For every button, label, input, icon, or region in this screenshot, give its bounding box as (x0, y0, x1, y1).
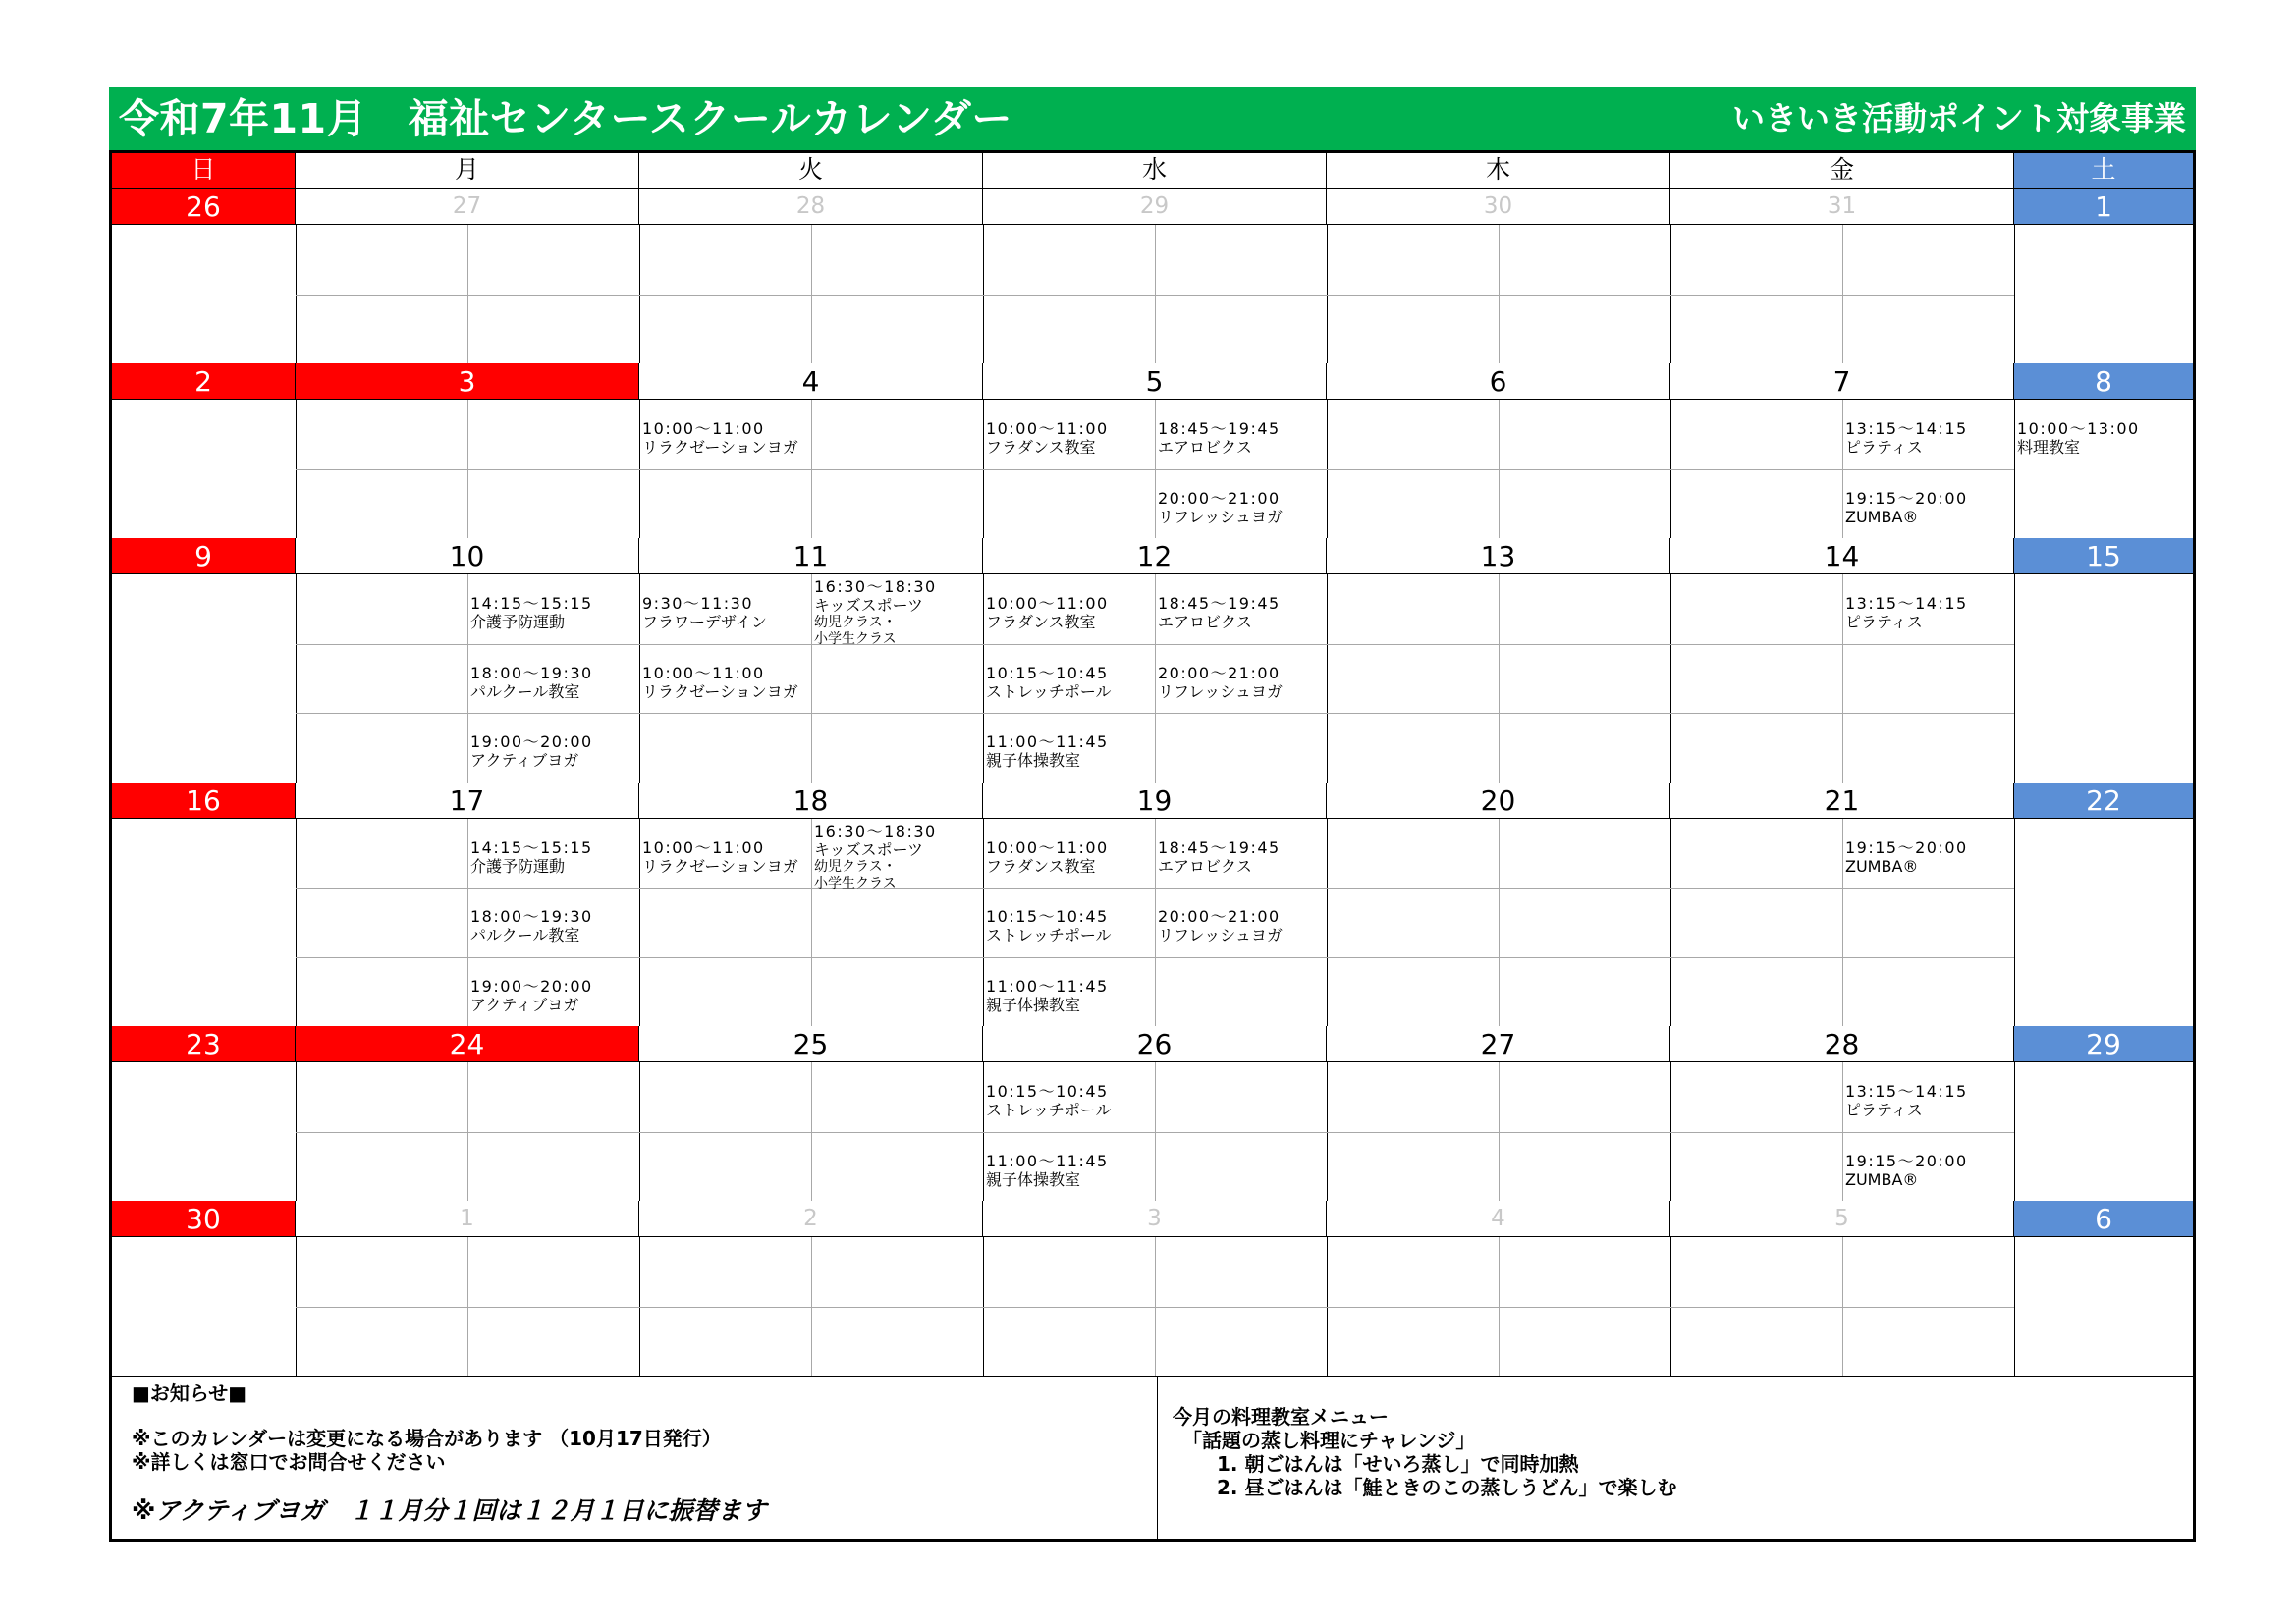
event-time: 14:15～15:15 (470, 838, 593, 857)
date-cell: 26 (983, 1026, 1327, 1062)
event-name: ZUMBA® (1845, 1169, 1919, 1189)
event-time: 10:00～11:00 (642, 419, 765, 438)
week-divider (112, 1376, 2193, 1377)
event-entry (986, 594, 1109, 631)
event-name: 介護予防運動 (470, 856, 566, 876)
slot-divider (296, 1132, 2014, 1133)
event-class-note: 小学生クラス (814, 631, 897, 647)
event-entry (1845, 419, 1968, 457)
event-entry (986, 907, 1112, 945)
weekday-header: 土 (2014, 153, 2193, 189)
date-cell: 28 (1670, 1026, 2014, 1062)
notice-line-emphasis: ※アクティブヨガ １１月分１回は１２月１日に振替ます (132, 1496, 767, 1525)
event-time: 19:00～20:00 (470, 732, 593, 751)
calendar-header (109, 87, 2196, 150)
date-cell: 30 (112, 1201, 296, 1237)
event-entry (986, 1152, 1109, 1189)
event-time: 20:00～21:00 (1158, 488, 1281, 508)
weekday-header: 火 (639, 153, 983, 189)
date-cell: 20 (1327, 783, 1670, 819)
event-name: アクティブヨガ (470, 995, 579, 1014)
event-name: ピラティス (1845, 613, 1923, 631)
event-name: 親子体操教室 (986, 995, 1081, 1014)
notice-divider (1157, 1376, 1158, 1539)
event-name: ピラティス (1845, 1101, 1923, 1119)
half-divider (1499, 819, 1500, 1027)
day-divider (296, 574, 297, 783)
event-name: パルクール教室 (470, 681, 580, 701)
event-time: 18:45～19:45 (1158, 594, 1281, 613)
event-time: 11:00～11:45 (986, 732, 1109, 751)
event-time: 10:00～11:00 (642, 838, 765, 857)
event-entry (642, 594, 767, 631)
date-cell: 6 (2014, 1201, 2193, 1237)
event-name: ZUMBA® (1845, 856, 1919, 876)
calendar-subtitle: いきいき活動ポイント対象事業 (1732, 99, 2186, 137)
event-time: 14:15～15:15 (470, 594, 593, 613)
slot-divider (296, 888, 2014, 889)
date-cell: 7 (1670, 363, 2014, 400)
date-cell: 10 (296, 538, 639, 574)
event-entry (1158, 839, 1281, 876)
date-cell: 29 (983, 189, 1327, 225)
date-cell: 21 (1670, 783, 2014, 819)
event-time: 19:00～20:00 (470, 976, 593, 996)
event-entry (470, 977, 593, 1014)
event-time: 13:15～14:15 (1845, 594, 1968, 613)
calendar-grid (109, 150, 2196, 1542)
event-class-note: 幼児クラス・ (814, 858, 897, 875)
event-entry (1845, 839, 1968, 876)
event-time: 11:00～11:45 (986, 1151, 1109, 1170)
date-cell: 4 (639, 363, 983, 400)
cooking-item: 1. 朝ごはんは「せいろ蒸し」で同時加熱 (1217, 1452, 1579, 1476)
slot-divider (296, 713, 2014, 714)
slot-divider (296, 469, 2014, 470)
event-name: ストレッチポール (986, 681, 1112, 701)
date-cell: 27 (1327, 1026, 1670, 1062)
event-entry (470, 839, 593, 876)
event-entry (1158, 489, 1283, 526)
day-divider (639, 574, 640, 783)
event-name: フラダンス教室 (986, 613, 1096, 631)
weekday-header: 月 (296, 153, 639, 189)
event-entry (1158, 419, 1281, 457)
date-cell: 3 (296, 363, 639, 400)
day-divider (2014, 574, 2015, 783)
event-entry (814, 577, 937, 648)
event-entry (642, 664, 798, 701)
day-divider (2014, 225, 2015, 363)
date-cell: 30 (1327, 189, 1670, 225)
slot-divider (296, 1307, 2014, 1308)
day-divider (1327, 819, 1328, 1027)
date-cell: 12 (983, 538, 1327, 574)
half-divider (467, 574, 468, 783)
date-cell: 9 (112, 538, 296, 574)
event-entry (1845, 594, 1968, 631)
day-divider (639, 819, 640, 1027)
event-name: エアロビクス (1158, 856, 1252, 876)
event-time: 10:00～11:00 (986, 419, 1109, 438)
event-time: 19:15～20:00 (1845, 1151, 1968, 1170)
day-divider (1670, 574, 1671, 783)
event-entry (1845, 1152, 1968, 1189)
cooking-item: 2. 昼ごはんは「鮭ときのこの蒸しうどん」で楽しむ (1217, 1476, 1677, 1499)
event-entry (1845, 1082, 1968, 1119)
event-time: 11:00～11:45 (986, 976, 1109, 996)
calendar-sheet (109, 87, 2196, 1542)
event-name: ZUMBA® (1845, 507, 1919, 526)
event-entry (1158, 907, 1283, 945)
event-time: 10:15～10:45 (986, 907, 1109, 926)
cooking-heading: 今月の料理教室メニュー (1173, 1405, 1389, 1429)
event-name: リフレッシュヨガ (1158, 507, 1283, 526)
date-cell: 23 (112, 1026, 296, 1062)
event-time: 10:15～10:45 (986, 1082, 1109, 1101)
event-time: 20:00～21:00 (1158, 663, 1281, 682)
date-cell: 14 (1670, 538, 2014, 574)
event-name: フラダンス教室 (986, 438, 1096, 457)
event-time: 16:30～18:30 (814, 577, 937, 596)
event-time: 20:00～21:00 (1158, 907, 1281, 926)
weekday-header: 水 (983, 153, 1327, 189)
event-name: リラクゼーションヨガ (642, 856, 798, 876)
event-name: リフレッシュヨガ (1158, 926, 1283, 945)
day-divider (2014, 1237, 2015, 1376)
date-cell: 17 (296, 783, 639, 819)
half-divider (1842, 819, 1843, 1027)
weekday-header: 日 (112, 153, 296, 189)
event-time: 18:45～19:45 (1158, 419, 1281, 438)
half-divider (1499, 574, 1500, 783)
event-name: リラクゼーションヨガ (642, 438, 798, 457)
day-divider (296, 819, 297, 1027)
date-cell: 3 (983, 1201, 1327, 1237)
notice-heading: ■お知らせ■ (132, 1381, 247, 1405)
half-divider (1155, 819, 1156, 1027)
weekday-header: 金 (1670, 153, 2014, 189)
event-name: 親子体操教室 (986, 1169, 1081, 1189)
date-cell: 1 (2014, 189, 2193, 225)
event-name: 親子体操教室 (986, 751, 1081, 770)
event-entry (986, 977, 1109, 1014)
event-time: 16:30～18:30 (814, 821, 937, 840)
date-cell: 18 (639, 783, 983, 819)
day-divider (2014, 400, 2015, 538)
slot-divider (296, 295, 2014, 296)
event-name: アクティブヨガ (470, 751, 579, 770)
date-cell: 8 (2014, 363, 2193, 400)
date-cell: 6 (1327, 363, 1670, 400)
event-name: フラダンス教室 (986, 856, 1096, 876)
event-time: 10:00～11:00 (986, 838, 1109, 857)
event-entry (1158, 594, 1281, 631)
event-name: パルクール教室 (470, 926, 580, 945)
event-time: 18:00～19:30 (470, 663, 593, 682)
event-entry (642, 839, 798, 876)
event-entry (470, 664, 593, 701)
event-time: 19:15～20:00 (1845, 488, 1968, 508)
half-divider (811, 819, 812, 1027)
event-entry (986, 419, 1109, 457)
half-divider (467, 819, 468, 1027)
event-entry (642, 419, 798, 457)
date-cell: 1 (296, 1201, 639, 1237)
event-name: キッズスポーツ (814, 839, 924, 859)
event-name: エアロビクス (1158, 613, 1252, 631)
event-name: ピラティス (1845, 438, 1923, 457)
date-cell: 27 (296, 189, 639, 225)
event-time: 13:15～14:15 (1845, 1082, 1968, 1101)
half-divider (811, 574, 812, 783)
date-cell: 22 (2014, 783, 2193, 819)
date-cell: 25 (639, 1026, 983, 1062)
event-entry (1845, 489, 1968, 526)
day-divider (1327, 574, 1328, 783)
event-name: リフレッシュヨガ (1158, 681, 1283, 701)
date-cell: 15 (2014, 538, 2193, 574)
notice-line: ※このカレンダーは変更になる場合があります （10月17日発行） (132, 1427, 722, 1450)
date-cell: 31 (1670, 189, 2014, 225)
event-time: 19:15～20:00 (1845, 838, 1968, 857)
event-entry (470, 732, 593, 770)
date-cell: 24 (296, 1026, 639, 1062)
calendar-title: 令和7年11月 福祉センタースクールカレンダー (119, 95, 1012, 142)
date-cell: 2 (639, 1201, 983, 1237)
event-time: 18:00～19:30 (470, 907, 593, 926)
event-time: 9:30～11:30 (642, 594, 754, 613)
half-divider (1842, 574, 1843, 783)
date-cell: 19 (983, 783, 1327, 819)
date-cell: 28 (639, 189, 983, 225)
date-cell: 5 (1670, 1201, 2014, 1237)
event-time: 10:00～11:00 (642, 663, 765, 682)
date-cell: 16 (112, 783, 296, 819)
event-time: 10:15～10:45 (986, 663, 1109, 682)
event-entry (814, 822, 937, 893)
event-name: ストレッチポール (986, 926, 1112, 945)
date-cell: 26 (112, 189, 296, 225)
half-divider (1155, 574, 1156, 783)
date-cell: 4 (1327, 1201, 1670, 1237)
event-entry (1158, 664, 1283, 701)
event-name: キッズスポーツ (814, 596, 924, 615)
notice-line: ※詳しくは窓口でお問合せください (132, 1450, 446, 1474)
date-cell: 11 (639, 538, 983, 574)
event-entry (470, 594, 593, 631)
event-entry (986, 839, 1109, 876)
weekday-header: 木 (1327, 153, 1670, 189)
day-divider (983, 819, 984, 1027)
cooking-theme: 「話題の蒸し料理にチャレンジ」 (1182, 1429, 1476, 1452)
date-cell: 13 (1327, 538, 1670, 574)
event-time: 18:45～19:45 (1158, 838, 1281, 857)
slot-divider (296, 957, 2014, 958)
event-time: 10:00～13:00 (2017, 419, 2140, 438)
day-divider (2014, 819, 2015, 1027)
event-name: フラワーデザイン (642, 613, 767, 631)
event-name: リラクゼーションヨガ (642, 681, 798, 701)
event-name: ストレッチポール (986, 1101, 1112, 1119)
event-entry (2017, 419, 2140, 457)
event-entry (986, 1082, 1112, 1119)
event-name: 料理教室 (2017, 438, 2081, 457)
event-name: エアロビクス (1158, 438, 1252, 457)
event-entry (470, 907, 593, 945)
date-cell: 29 (2014, 1026, 2193, 1062)
date-cell: 2 (112, 363, 296, 400)
day-divider (2014, 1062, 2015, 1201)
event-time: 10:00～11:00 (986, 594, 1109, 613)
slot-divider (296, 644, 2014, 645)
day-divider (1670, 819, 1671, 1027)
day-divider (983, 574, 984, 783)
event-time: 13:15～14:15 (1845, 419, 1968, 438)
date-cell: 5 (983, 363, 1327, 400)
event-name: 介護予防運動 (470, 613, 566, 631)
event-class-note: 小学生クラス (814, 875, 897, 892)
event-entry (986, 664, 1112, 701)
event-class-note: 幼児クラス・ (814, 615, 897, 630)
event-entry (986, 732, 1109, 770)
